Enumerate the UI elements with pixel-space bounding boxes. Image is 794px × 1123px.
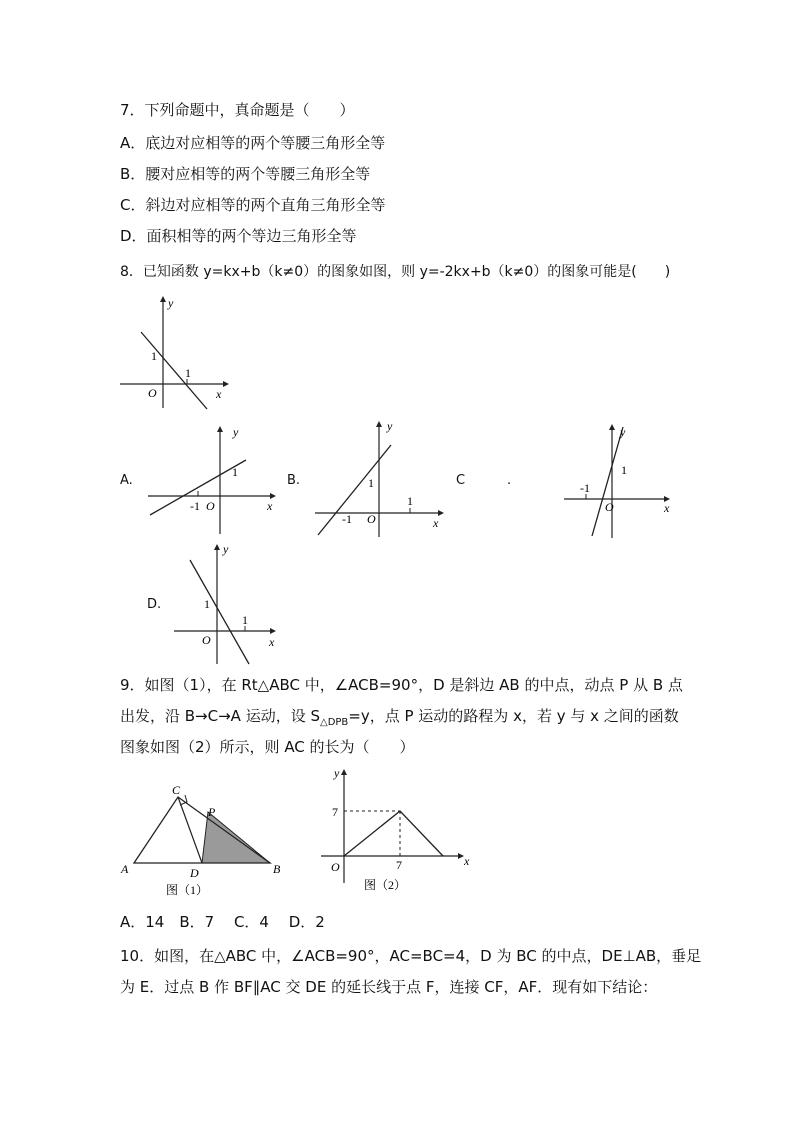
- fig2-axis-x: x: [464, 854, 470, 868]
- q10-stem-line2: 为 E．过点 B 作 BF∥AC 交 DE 的延长线于点 F，连接 CF，AF．现有如下结论：: [120, 978, 658, 996]
- q9-figure-2: [318, 765, 478, 895]
- q8-option-d-graph: [168, 540, 283, 666]
- q8-given-graph: [115, 292, 235, 412]
- axis-y-label: y: [387, 419, 393, 433]
- q8-option-c-graph: [560, 420, 675, 542]
- q9-options: A．14 B．7 C．4 D．2: [120, 913, 325, 931]
- axis-y-label: y: [223, 542, 229, 556]
- tick-y-1: 1: [204, 597, 210, 611]
- fig1-caption: 图（1）: [166, 883, 209, 897]
- tick-x-1: 1: [185, 366, 191, 380]
- q8-option-a-label: A.: [120, 473, 133, 488]
- q9-stem-line2: 出发，沿 B→C→A 运动，设 $S_{\triangle DPB}=y$，点 P 运动的路程为 x，若 y 与 x 之间的函数: [120, 707, 679, 728]
- fig1-point-d: D: [190, 866, 199, 880]
- q9-stem-line3: 图象如图（2）所示，则 AC 的长为（ ）: [120, 738, 415, 756]
- q7-option-a: A．底边对应相等的两个等腰三角形全等: [120, 134, 386, 152]
- q9-stem-line1: 9．如图（1），在 Rt△ABC 中，∠ACB=90°，D 是斜边 AB 的中点，动点 P 从 B 点: [120, 676, 683, 694]
- fig2-axis-y: y: [334, 766, 340, 780]
- fig2-y-7: 7: [332, 805, 338, 819]
- origin-label: O: [148, 386, 157, 400]
- q7-option-c: C．斜边对应相等的两个直角三角形全等: [120, 196, 386, 214]
- origin-label: O: [206, 499, 215, 513]
- q8-option-d-label: D.: [147, 597, 162, 612]
- fig1-point-p: P: [208, 805, 216, 819]
- axis-y-label: y: [233, 425, 239, 439]
- q8-option-a-graph: [140, 422, 280, 540]
- axis-x-label: x: [216, 387, 222, 401]
- origin-label: O: [367, 512, 376, 526]
- q8-option-c-dot: .: [507, 473, 512, 488]
- tick-y-1: 1: [232, 465, 238, 479]
- origin-label: O: [202, 633, 211, 647]
- q8-option-b-graph: [313, 417, 448, 539]
- axis-x-label: x: [267, 499, 273, 513]
- q7-option-b: B．腰对应相等的两个等腰三角形全等: [120, 165, 371, 183]
- q7-stem: 7．下列命题中，真命题是（ ）: [120, 101, 355, 119]
- axis-y-label: y: [168, 296, 174, 310]
- tick-y-1: 1: [151, 349, 157, 363]
- tick-x-1: 1: [242, 613, 248, 627]
- fig1-point-b: B: [273, 862, 281, 876]
- origin-label: O: [605, 500, 614, 514]
- axis-x-label: x: [664, 501, 670, 515]
- tick-x-1: 1: [407, 494, 413, 508]
- fig2-origin: O: [331, 860, 340, 874]
- axis-x-label: x: [433, 516, 439, 530]
- axis-y-label: y: [620, 425, 626, 439]
- fig2-caption: 图（2）: [364, 878, 407, 892]
- tick-x-minus-1: -1: [580, 481, 590, 495]
- q10-stem-line1: 10．如图，在△ABC 中，∠ACB=90°，AC=BC=4，D 为 BC 的中点，DE⊥AB，垂足: [120, 947, 702, 965]
- q8-option-c-label: C: [456, 473, 466, 488]
- axis-x-label: x: [269, 635, 275, 649]
- q8-stem: 8．已知函数 y=kx+b（k≠0）的图象如图，则 y=-2kx+b（k≠0）的图象可能是( ): [120, 264, 671, 280]
- tick-y-1: 1: [368, 476, 374, 490]
- tick-y-1: 1: [621, 463, 627, 477]
- tick-x-minus-1: -1: [342, 512, 352, 526]
- tick-x-minus-1: -1: [190, 499, 200, 513]
- q8-option-b-label: B.: [287, 473, 301, 488]
- fig1-point-c: C: [172, 783, 181, 797]
- q9-figure-1: [118, 780, 293, 902]
- fig1-point-a: A: [121, 862, 129, 876]
- fig2-x-7: 7: [396, 858, 402, 872]
- q7-option-d: D．面积相等的两个等边三角形全等: [120, 227, 357, 245]
